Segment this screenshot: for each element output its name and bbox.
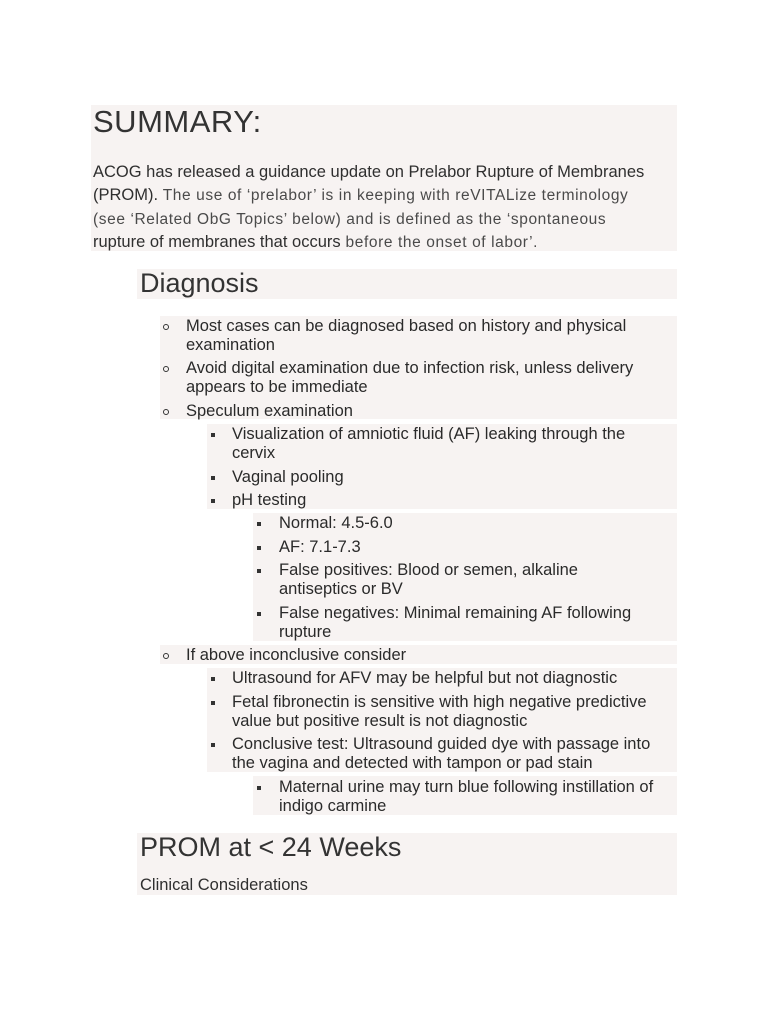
square-bullet-icon [257, 546, 261, 550]
list-item-line: Maternal urine may turn blue following instillation of [279, 778, 654, 796]
summary-line-1: ACOG has released a guidance update on Prelabor Rupture of Membranes [93, 163, 645, 181]
list-item-line: False positives: Blood or semen, alkaline [279, 561, 578, 579]
list-item [279, 561, 578, 598]
list-item [279, 514, 393, 533]
summary-prelabor-text: The use of ‘prelabor’ is in keeping with reVITALize terminology [158, 187, 629, 205]
circle-bullet-icon [163, 409, 169, 415]
list-item-line: Fetal fibronectin is sensitive with high negative predictive [232, 693, 647, 711]
circle-bullet-icon [163, 366, 169, 372]
prom-heading: PROM at < 24 Weeks [140, 832, 402, 862]
list-item [232, 468, 344, 487]
square-bullet-icon [211, 499, 215, 503]
square-bullet-icon [257, 786, 261, 790]
list-item-line: antiseptics or BV [279, 579, 403, 598]
square-bullet-icon [257, 522, 261, 526]
summary-line-3: (see ‘Related ObG Topics’ below) and is defined as the ‘spontaneous [93, 210, 607, 228]
list-item [186, 317, 626, 354]
list-item [186, 359, 633, 396]
square-bullet-icon [211, 433, 215, 437]
list-item [279, 538, 361, 557]
list-item [279, 778, 653, 815]
summary-line-4 [93, 231, 681, 254]
list-item [232, 425, 625, 462]
summary-rupture-text: rupture of membranes that occurs [93, 232, 341, 251]
summary-prom-text: (PROM). [93, 186, 159, 205]
list-item-line: Vaginal pooling [232, 468, 344, 486]
list-item-line: AF: 7.1-7.3 [279, 538, 361, 556]
list-item [232, 693, 647, 730]
circle-bullet-icon [163, 324, 169, 330]
list-item-line: If above inconclusive consider [186, 646, 407, 664]
list-item-line: value but positive result is not diagnostic [232, 711, 528, 730]
square-bullet-icon [211, 743, 215, 747]
list-item-line: False negatives: Minimal remaining AF following [279, 604, 632, 622]
list-item-line: Ultrasound for AFV may be helpful but not diagnostic [232, 669, 618, 687]
diagnosis-heading: Diagnosis [140, 268, 259, 298]
list-item-line: Normal: 4.5-6.0 [279, 514, 393, 532]
list-item-line: cervix [232, 443, 276, 462]
list-item-line: appears to be immediate [186, 377, 368, 396]
list-item-line: examination [186, 335, 275, 354]
list-item-line: indigo carmine [279, 796, 387, 815]
summary-heading: SUMMARY: [93, 104, 262, 139]
summary-paragraph [93, 161, 681, 254]
list-item [232, 669, 617, 688]
circle-bullet-icon [163, 653, 169, 659]
list-item-line: the vagina and detected with tampon or pad stain [232, 753, 593, 772]
list-item-line: Visualization of amniotic fluid (AF) leaking through the [232, 425, 626, 443]
list-item-line: Conclusive test: Ultrasound guided dye with passage into [232, 735, 651, 753]
list-item-line: pH testing [232, 491, 307, 509]
list-item [186, 402, 353, 421]
list-item-line: Speculum examination [186, 402, 353, 420]
list-item-line: Most cases can be diagnosed based on history and physical [186, 317, 627, 335]
list-item-line: rupture [279, 622, 332, 641]
square-bullet-icon [211, 476, 215, 480]
square-bullet-icon [211, 677, 215, 681]
list-item [186, 646, 406, 665]
square-bullet-icon [211, 701, 215, 705]
summary-onset-text: before the onset of labor’. [340, 233, 539, 251]
list-item [232, 735, 650, 772]
square-bullet-icon [257, 569, 261, 573]
prom-subheading: Clinical Considerations [140, 876, 308, 894]
list-item [232, 491, 306, 510]
list-item-line: Avoid digital examination due to infection risk, unless delivery [186, 359, 634, 377]
list-item [279, 604, 631, 641]
summary-line-2 [93, 184, 681, 207]
square-bullet-icon [257, 612, 261, 616]
